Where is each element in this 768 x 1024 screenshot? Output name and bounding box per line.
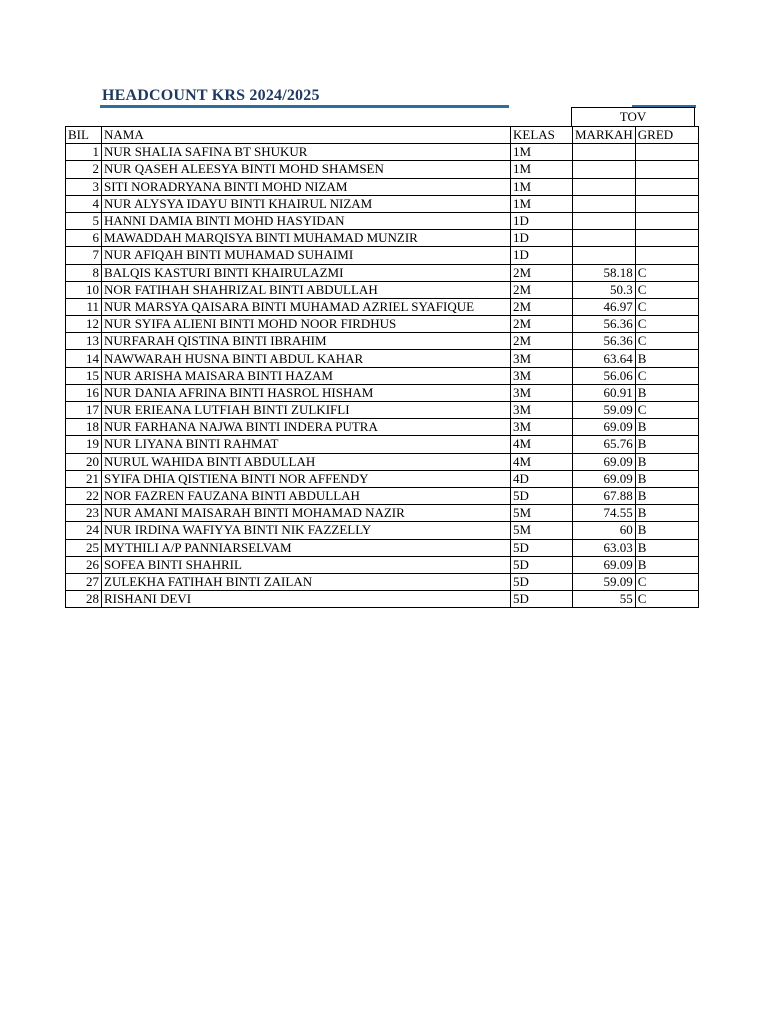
table-row xyxy=(66,487,699,504)
cell-nama: HANNI DAMIA BINTI MOHD HASYIDAN xyxy=(102,212,511,229)
cell-markah: 69.09 xyxy=(573,470,636,487)
cell-bil: 8 xyxy=(66,264,102,281)
cell-nama: SYIFA DHIA QISTIENA BINTI NOR AFFENDY xyxy=(102,470,511,487)
cell-kelas: 2M xyxy=(511,316,573,333)
headcount-table xyxy=(65,126,699,608)
cell-markah: 69.09 xyxy=(573,453,636,470)
cell-nama: MYTHILI A/P PANNIARSELVAM xyxy=(102,539,511,556)
table-row xyxy=(66,144,699,161)
cell-markah: 63.64 xyxy=(573,350,636,367)
cell-bil: 7 xyxy=(66,247,102,264)
cell-gred: B xyxy=(635,436,698,453)
cell-nama: NUR SYIFA ALIENI BINTI MOHD NOOR FIRDHUS xyxy=(102,316,511,333)
table-row xyxy=(66,195,699,212)
table-row xyxy=(66,384,699,401)
cell-markah: 74.55 xyxy=(573,505,636,522)
table-row xyxy=(66,522,699,539)
cell-markah xyxy=(573,144,636,161)
cell-nama: NUR ARISHA MAISARA BINTI HAZAM xyxy=(102,367,511,384)
table-row xyxy=(66,573,699,590)
cell-markah: 60 xyxy=(573,522,636,539)
cell-bil: 23 xyxy=(66,505,102,522)
cell-markah xyxy=(573,195,636,212)
cell-bil: 18 xyxy=(66,419,102,436)
cell-nama: NOR FAZREN FAUZANA BINTI ABDULLAH xyxy=(102,487,511,504)
cell-kelas: 2M xyxy=(511,281,573,298)
cell-nama: NUR IRDINA WAFIYYA BINTI NIK FAZZELLY xyxy=(102,522,511,539)
table-row xyxy=(66,281,699,298)
cell-bil: 1 xyxy=(66,144,102,161)
table-row xyxy=(66,333,699,350)
cell-bil: 19 xyxy=(66,436,102,453)
cell-markah: 50.3 xyxy=(573,281,636,298)
cell-bil: 5 xyxy=(66,212,102,229)
cell-gred: B xyxy=(635,505,698,522)
cell-gred: B xyxy=(635,539,698,556)
cell-bil: 21 xyxy=(66,470,102,487)
cell-kelas: 5M xyxy=(511,522,573,539)
cell-bil: 20 xyxy=(66,453,102,470)
cell-nama: ZULEKHA FATIHAH BINTI ZAILAN xyxy=(102,573,511,590)
cell-nama: NAWWARAH HUSNA BINTI ABDUL KAHAR xyxy=(102,350,511,367)
cell-bil: 27 xyxy=(66,573,102,590)
cell-bil: 3 xyxy=(66,178,102,195)
cell-bil: 6 xyxy=(66,230,102,247)
cell-nama: NURFARAH QISTINA BINTI IBRAHIM xyxy=(102,333,511,350)
table-row xyxy=(66,539,699,556)
cell-gred xyxy=(635,195,698,212)
cell-nama: NUR DANIA AFRINA BINTI HASROL HISHAM xyxy=(102,384,511,401)
table-row xyxy=(66,367,699,384)
tov-header: TOV xyxy=(571,107,695,126)
cell-nama: NUR ERIEANA LUTFIAH BINTI ZULKIFLI xyxy=(102,402,511,419)
table-row xyxy=(66,591,699,608)
cell-nama: NUR AFIQAH BINTI MUHAMAD SUHAIMI xyxy=(102,247,511,264)
cell-gred xyxy=(635,161,698,178)
cell-kelas: 1D xyxy=(511,212,573,229)
cell-gred: B xyxy=(635,522,698,539)
cell-bil: 17 xyxy=(66,402,102,419)
table-row xyxy=(66,419,699,436)
cell-gred: C xyxy=(635,264,698,281)
cell-nama: NUR MARSYA QAISARA BINTI MUHAMAD AZRIEL SYAFIQUE xyxy=(102,298,511,315)
cell-bil: 12 xyxy=(66,316,102,333)
cell-gred: C xyxy=(635,402,698,419)
cell-bil: 2 xyxy=(66,161,102,178)
cell-markah: 46.97 xyxy=(573,298,636,315)
cell-nama: RISHANI DEVI xyxy=(102,591,511,608)
table-row xyxy=(66,178,699,195)
cell-kelas: 5M xyxy=(511,505,573,522)
cell-kelas: 3M xyxy=(511,384,573,401)
table-row xyxy=(66,402,699,419)
cell-bil: 10 xyxy=(66,281,102,298)
cell-bil: 11 xyxy=(66,298,102,315)
cell-gred: B xyxy=(635,384,698,401)
cell-nama: NUR ALYSYA IDAYU BINTI KHAIRUL NIZAM xyxy=(102,195,511,212)
cell-kelas: 2M xyxy=(511,333,573,350)
cell-gred: B xyxy=(635,487,698,504)
title-underline xyxy=(100,105,509,108)
cell-markah: 67.88 xyxy=(573,487,636,504)
cell-markah: 65.76 xyxy=(573,436,636,453)
header-row xyxy=(66,127,699,144)
header-bil: BIL xyxy=(66,127,102,144)
header-markah: MARKAH xyxy=(573,127,636,144)
table-row xyxy=(66,453,699,470)
cell-nama: NUR FARHANA NAJWA BINTI INDERA PUTRA xyxy=(102,419,511,436)
cell-markah: 58.18 xyxy=(573,264,636,281)
cell-kelas: 2M xyxy=(511,264,573,281)
table-row xyxy=(66,264,699,281)
cell-kelas: 3M xyxy=(511,350,573,367)
cell-kelas: 3M xyxy=(511,367,573,384)
header-nama: NAMA xyxy=(102,127,511,144)
table-row xyxy=(66,161,699,178)
page-title: HEADCOUNT KRS 2024/2025 xyxy=(102,87,320,104)
cell-markah: 55 xyxy=(573,591,636,608)
cell-gred xyxy=(635,178,698,195)
cell-nama: NUR SHALIA SAFINA BT SHUKUR xyxy=(102,144,511,161)
cell-markah xyxy=(573,178,636,195)
cell-kelas: 4M xyxy=(511,453,573,470)
cell-kelas: 5D xyxy=(511,573,573,590)
cell-nama: SOFEA BINTI SHAHRIL xyxy=(102,556,511,573)
cell-gred: C xyxy=(635,367,698,384)
cell-gred: C xyxy=(635,316,698,333)
table-row xyxy=(66,470,699,487)
cell-bil: 25 xyxy=(66,539,102,556)
cell-markah xyxy=(573,247,636,264)
table-row xyxy=(66,436,699,453)
cell-bil: 22 xyxy=(66,487,102,504)
cell-bil: 24 xyxy=(66,522,102,539)
cell-nama: SITI NORADRYANA BINTI MOHD NIZAM xyxy=(102,178,511,195)
table-row xyxy=(66,298,699,315)
cell-nama: MAWADDAH MARQISYA BINTI MUHAMAD MUNZIR xyxy=(102,230,511,247)
cell-bil: 26 xyxy=(66,556,102,573)
cell-gred xyxy=(635,144,698,161)
header-kelas: KELAS xyxy=(511,127,573,144)
cell-gred xyxy=(635,212,698,229)
cell-markah xyxy=(573,161,636,178)
table-row xyxy=(66,556,699,573)
cell-kelas: 1M xyxy=(511,195,573,212)
cell-gred xyxy=(635,230,698,247)
cell-nama: NURUL WAHIDA BINTI ABDULLAH xyxy=(102,453,511,470)
cell-bil: 4 xyxy=(66,195,102,212)
header-gred: GRED xyxy=(635,127,698,144)
table-row xyxy=(66,350,699,367)
cell-bil: 13 xyxy=(66,333,102,350)
cell-nama: NUR LIYANA BINTI RAHMAT xyxy=(102,436,511,453)
table-row xyxy=(66,505,699,522)
cell-markah xyxy=(573,230,636,247)
cell-bil: 28 xyxy=(66,591,102,608)
table-row xyxy=(66,247,699,264)
cell-bil: 16 xyxy=(66,384,102,401)
cell-gred xyxy=(635,247,698,264)
cell-kelas: 5D xyxy=(511,591,573,608)
cell-gred: B xyxy=(635,419,698,436)
cell-kelas: 4D xyxy=(511,470,573,487)
cell-markah: 56.06 xyxy=(573,367,636,384)
cell-bil: 14 xyxy=(66,350,102,367)
cell-nama: NOR FATIHAH SHAHRIZAL BINTI ABDULLAH xyxy=(102,281,511,298)
cell-nama: NUR QASEH ALEESYA BINTI MOHD SHAMSEN xyxy=(102,161,511,178)
cell-kelas: 2M xyxy=(511,298,573,315)
cell-nama: BALQIS KASTURI BINTI KHAIRULAZMI xyxy=(102,264,511,281)
cell-gred: C xyxy=(635,573,698,590)
cell-kelas: 3M xyxy=(511,402,573,419)
cell-kelas: 1M xyxy=(511,178,573,195)
cell-markah: 60.91 xyxy=(573,384,636,401)
cell-kelas: 3M xyxy=(511,419,573,436)
cell-markah xyxy=(573,212,636,229)
cell-markah: 56.36 xyxy=(573,333,636,350)
cell-nama: NUR AMANI MAISARAH BINTI MOHAMAD NAZIR xyxy=(102,505,511,522)
table-row xyxy=(66,230,699,247)
cell-kelas: 5D xyxy=(511,487,573,504)
cell-kelas: 1D xyxy=(511,247,573,264)
cell-kelas: 1D xyxy=(511,230,573,247)
cell-kelas: 4M xyxy=(511,436,573,453)
cell-kelas: 5D xyxy=(511,556,573,573)
cell-markah: 56.36 xyxy=(573,316,636,333)
table-row xyxy=(66,212,699,229)
cell-kelas: 1M xyxy=(511,161,573,178)
cell-gred: C xyxy=(635,591,698,608)
cell-gred: B xyxy=(635,556,698,573)
cell-gred: C xyxy=(635,298,698,315)
cell-gred: B xyxy=(635,350,698,367)
table-row xyxy=(66,316,699,333)
cell-bil: 15 xyxy=(66,367,102,384)
cell-kelas: 5D xyxy=(511,539,573,556)
cell-markah: 63.03 xyxy=(573,539,636,556)
cell-markah: 59.09 xyxy=(573,402,636,419)
cell-gred: B xyxy=(635,453,698,470)
cell-markah: 69.09 xyxy=(573,419,636,436)
cell-gred: C xyxy=(635,333,698,350)
cell-markah: 59.09 xyxy=(573,573,636,590)
cell-kelas: 1M xyxy=(511,144,573,161)
cell-gred: C xyxy=(635,281,698,298)
cell-gred: B xyxy=(635,470,698,487)
cell-markah: 69.09 xyxy=(573,556,636,573)
